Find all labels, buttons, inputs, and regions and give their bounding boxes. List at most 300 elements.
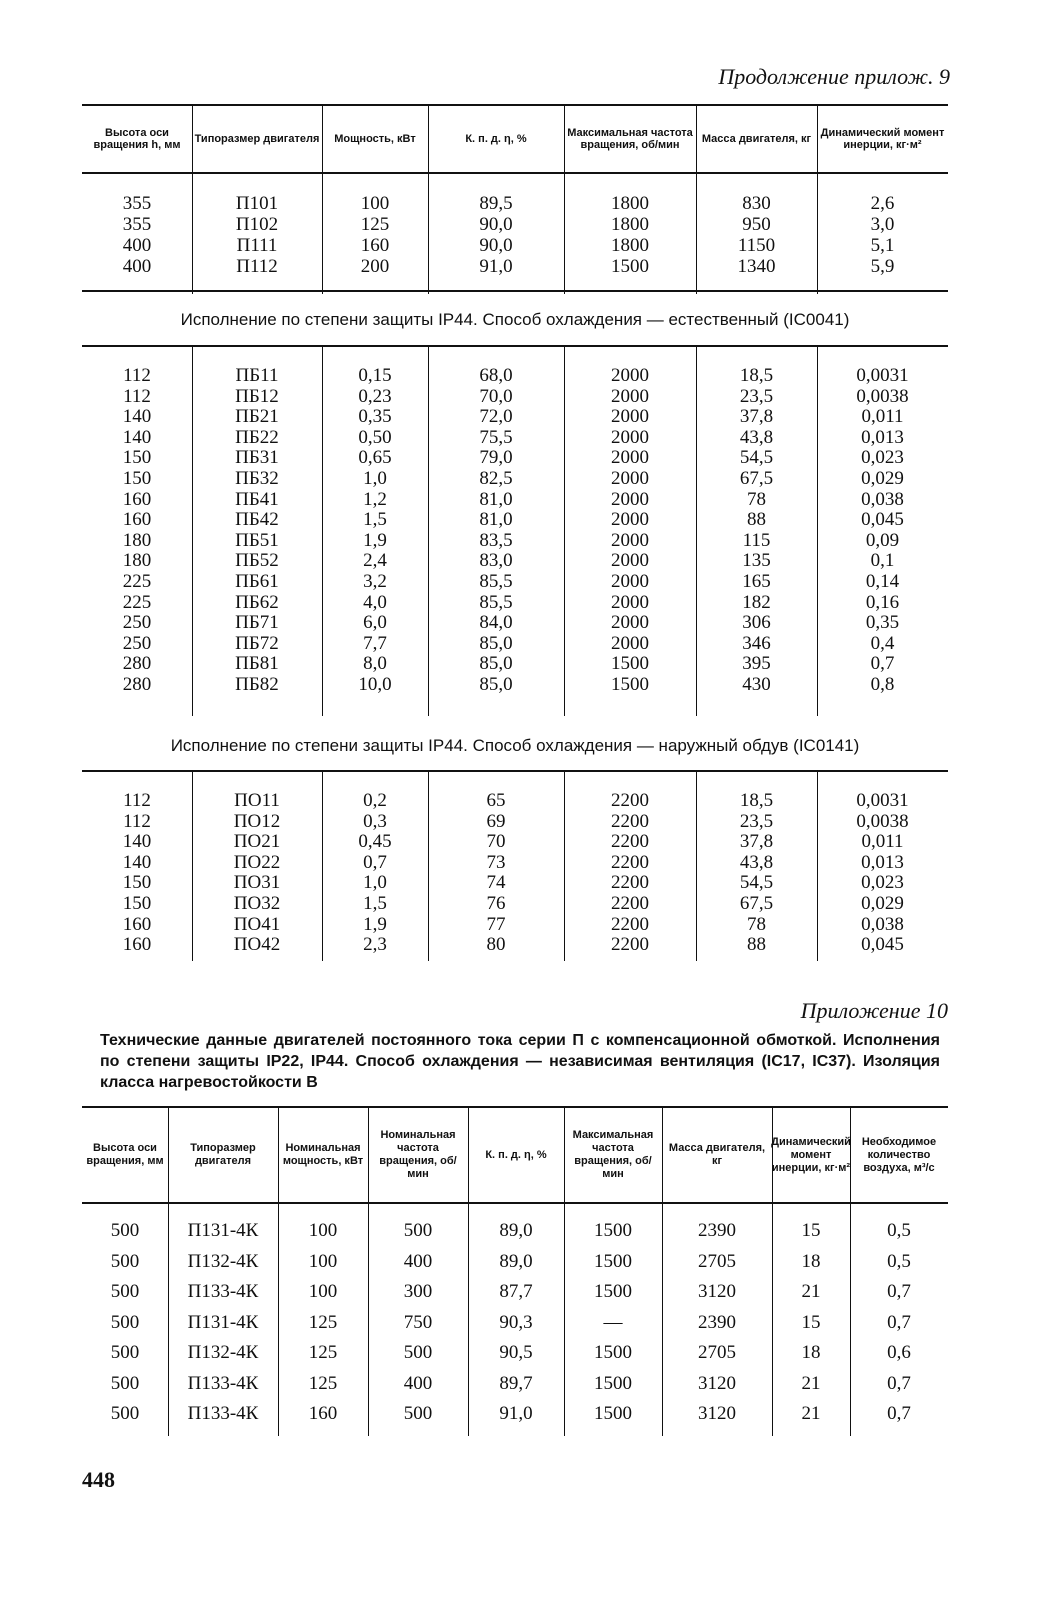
table-cell: 89,7 xyxy=(499,1372,533,1394)
table-cell: 500 xyxy=(110,1372,140,1394)
table-cell: П133-4К xyxy=(187,1281,259,1302)
table-cell: 140 xyxy=(122,851,152,873)
table-cell: 0,045 xyxy=(861,934,904,956)
table-cell: 88 xyxy=(747,934,766,956)
table-cell: 2000 xyxy=(611,447,649,469)
table-cell: 225 xyxy=(122,571,152,592)
table-cell: 8,0 xyxy=(363,653,387,675)
table-cell: 0,011 xyxy=(861,831,904,853)
appendix9-table xyxy=(82,104,948,294)
table-cell: ПБ12 xyxy=(235,385,279,407)
table-cell: 2000 xyxy=(611,632,649,654)
table-cell: 182 xyxy=(742,591,771,613)
table-cell: 0,7 xyxy=(887,1311,911,1333)
table-cell: 346 xyxy=(742,632,771,654)
table-cell: 3120 xyxy=(698,1372,736,1394)
table-cell: 2000 xyxy=(611,550,649,572)
table-cell: 500 xyxy=(110,1403,140,1424)
table-cell: 15 xyxy=(801,1220,821,1241)
table-cell: 1,5 xyxy=(363,893,387,914)
table-cell: 85,0 xyxy=(479,653,513,675)
table-body-group1 xyxy=(82,174,948,294)
table-cell: 160 xyxy=(122,509,152,531)
table-cell: 68,0 xyxy=(479,365,513,386)
table-cell: 70 xyxy=(486,831,506,853)
table-cell: П132-4К xyxy=(187,1342,259,1363)
column-header: Масса двигателя, кг xyxy=(701,133,812,145)
table-cell: 0,7 xyxy=(363,851,387,873)
table-cell: 2200 xyxy=(611,810,649,832)
table-cell: ПБ62 xyxy=(235,591,279,613)
table-cell: 3120 xyxy=(698,1403,736,1424)
table-cell: 125 xyxy=(360,214,390,235)
column-header: Типоразмер двигателя xyxy=(194,133,320,145)
table-cell: 0,023 xyxy=(861,872,904,894)
appendix9-table-group3 xyxy=(82,771,948,961)
table-cell: ПБ61 xyxy=(235,571,279,592)
table-cell: 125 xyxy=(308,1311,338,1333)
table-cell: 0,15 xyxy=(358,365,392,386)
table-cell: 2390 xyxy=(698,1220,736,1241)
table-cell: 83,0 xyxy=(479,550,513,572)
table-cell: 0,2 xyxy=(363,790,387,811)
table-cell: 500 xyxy=(110,1281,140,1302)
table-cell: 88 xyxy=(747,509,766,531)
table-cell: 6,0 xyxy=(363,612,387,634)
table-cell: 125 xyxy=(308,1372,338,1394)
table-cell: 150 xyxy=(122,893,152,914)
table-cell: 90,3 xyxy=(499,1311,533,1333)
table-cell: 1500 xyxy=(594,1372,632,1394)
table-cell: 1,9 xyxy=(363,913,387,935)
table-cell: ПБ51 xyxy=(235,529,279,551)
table-cell: 0,16 xyxy=(865,591,900,613)
table-cell: 2000 xyxy=(611,488,649,510)
table-cell: 1800 xyxy=(611,214,649,235)
table-cell: 90,5 xyxy=(499,1342,533,1363)
column-separator xyxy=(428,106,429,172)
table-header xyxy=(82,104,948,174)
table-cell: 180 xyxy=(122,550,152,572)
table-cell: 0,35 xyxy=(358,406,392,428)
table-cell: 1500 xyxy=(594,1250,632,1272)
column-header: Максимальная частота вращения, об/мин xyxy=(567,127,693,151)
table-cell: 430 xyxy=(742,674,771,695)
page-number: 448 xyxy=(82,1467,115,1492)
column-separator xyxy=(564,1108,565,1202)
table-cell: 2,6 xyxy=(870,193,895,214)
appendix10-table xyxy=(82,1106,948,1436)
table-cell: 76 xyxy=(486,893,506,914)
table-cell: ПО31 xyxy=(233,872,281,894)
column-separator xyxy=(168,1108,169,1202)
table-cell: 100 xyxy=(360,193,390,214)
table-cell: 2000 xyxy=(611,509,649,531)
table-cell: 65 xyxy=(486,790,506,811)
table-cell: 160 xyxy=(122,488,152,510)
table-cell: 0,013 xyxy=(861,851,904,873)
table-cell: ПБ22 xyxy=(235,426,279,448)
table-cell: ПБ52 xyxy=(235,550,279,572)
column-separator xyxy=(662,1108,663,1202)
table-cell: 2200 xyxy=(611,851,649,873)
table-cell: 225 xyxy=(122,591,152,613)
table-cell: 140 xyxy=(122,406,152,428)
table-cell: ПБ31 xyxy=(235,447,279,469)
table-body-group2 xyxy=(82,346,948,716)
table-cell: 200 xyxy=(360,256,390,277)
table-cell: 140 xyxy=(122,831,152,853)
table-cell: 67,5 xyxy=(739,893,774,914)
table-cell: 0,6 xyxy=(887,1342,911,1363)
table-cell: 1500 xyxy=(594,1403,632,1424)
table-cell: 21 xyxy=(801,1281,821,1302)
table-cell: 160 xyxy=(122,913,152,935)
table-cell: 2390 xyxy=(698,1311,736,1333)
table-cell: 100 xyxy=(308,1281,338,1302)
table-header xyxy=(82,1106,948,1204)
table-cell: 2000 xyxy=(611,591,649,613)
table-cell: 500 xyxy=(403,1403,433,1424)
table-cell: ПО32 xyxy=(233,893,281,914)
table-cell: 2000 xyxy=(611,406,649,428)
table-cell: 830 xyxy=(742,193,771,214)
table-cell: ПО21 xyxy=(233,831,281,853)
table-cell: 78 xyxy=(747,913,766,935)
table-cell: 23,5 xyxy=(739,810,774,832)
table-cell: 160 xyxy=(308,1403,338,1424)
table-cell: 18 xyxy=(801,1342,821,1363)
table-cell: П132-4К xyxy=(187,1250,259,1272)
table-cell: 0,0038 xyxy=(856,385,909,407)
table-cell: П133-4К xyxy=(187,1403,259,1424)
table-cell: ПБ42 xyxy=(235,509,279,531)
table-cell: 500 xyxy=(403,1220,433,1241)
table-cell: 2705 xyxy=(698,1342,736,1363)
table-cell: 89,0 xyxy=(499,1220,533,1241)
table-cell: П112 xyxy=(236,256,278,277)
table-cell: 2200 xyxy=(611,893,649,914)
table-cell: 3120 xyxy=(698,1281,736,1302)
column-separator xyxy=(850,1108,851,1202)
table-cell: П133-4К xyxy=(187,1372,259,1394)
table-cell: 160 xyxy=(122,934,152,956)
table-cell: 21 xyxy=(801,1403,821,1424)
column-separator xyxy=(564,106,565,172)
table-cell: 0,09 xyxy=(865,529,900,551)
table-cell: 1500 xyxy=(611,653,649,675)
table-cell: 18,5 xyxy=(739,790,774,811)
table-cell: 2200 xyxy=(611,872,649,894)
table-cell: ПБ21 xyxy=(235,406,279,428)
table-cell: 250 xyxy=(122,632,152,654)
table-cell: 89,0 xyxy=(499,1250,533,1272)
table-cell: 73 xyxy=(486,851,506,873)
table-cell: 0,029 xyxy=(861,893,904,914)
table-cell: 500 xyxy=(403,1342,433,1363)
table-cell: 85,5 xyxy=(479,571,513,592)
table-cell: ПБ82 xyxy=(235,674,279,695)
table-cell: 15 xyxy=(801,1311,821,1333)
table-cell: 72,0 xyxy=(479,406,513,428)
table-cell: 0,14 xyxy=(865,571,900,592)
table-cell: 306 xyxy=(742,612,771,634)
table-cell: 2,3 xyxy=(363,934,387,956)
table-cell: 83,5 xyxy=(479,529,513,551)
table-cell: ПБ81 xyxy=(235,653,279,675)
table-cell: 400 xyxy=(403,1250,433,1272)
table-cell: — xyxy=(603,1311,623,1333)
table-cell: 81,0 xyxy=(479,509,513,531)
table-cell: 150 xyxy=(122,447,152,469)
table-cell: 2200 xyxy=(611,831,649,853)
table-cell: 91,0 xyxy=(479,256,513,277)
table-cell: 10,0 xyxy=(358,674,392,695)
table-cell: 0,3 xyxy=(363,810,387,832)
column-separator xyxy=(368,1108,369,1202)
table-cell: 78 xyxy=(747,488,766,510)
table-cell: 89,5 xyxy=(479,193,513,214)
column-header: Типоразмер двигателя xyxy=(190,1142,256,1167)
table-cell: 300 xyxy=(403,1281,433,1302)
column-header: Максимальная частота вращения, об/мин xyxy=(572,1129,654,1180)
table-cell: 112 xyxy=(123,790,151,811)
column-separator xyxy=(468,1108,469,1202)
table-cell: 100 xyxy=(308,1220,338,1241)
table-cell: 1500 xyxy=(611,256,649,277)
table-cell: 23,5 xyxy=(739,385,774,407)
table-cell: 355 xyxy=(122,193,152,214)
appendix10-title: Технические данные двигателей постоянного тока серии П с компенсационной обмоткой. Исполнения по степени защиты IP22, IP44. Способ охлаждения — независимая вентиляция (IC17, IC37). Изоляция класса нагревостойкости В xyxy=(100,1032,940,1091)
table-cell: П111 xyxy=(236,235,278,256)
table-cell: 0,1 xyxy=(870,550,895,572)
table-cell: 165 xyxy=(742,571,771,592)
table-cell: ПБ71 xyxy=(235,612,279,634)
table-cell: 112 xyxy=(123,365,151,386)
table-cell: 2,4 xyxy=(363,550,387,572)
table-cell: 87,7 xyxy=(499,1281,533,1302)
table-cell: 140 xyxy=(122,426,152,448)
column-header: Динамический момент инерции, кг·м² xyxy=(771,1135,851,1174)
table-cell: 0,0031 xyxy=(856,790,909,811)
column-header: К. п. д. η, % xyxy=(485,1148,547,1161)
table-cell: 4,0 xyxy=(363,591,387,613)
table-cell: 0,50 xyxy=(358,426,392,448)
table-cell: 100 xyxy=(308,1250,338,1272)
table-cell: 0,023 xyxy=(861,447,904,469)
column-separator xyxy=(322,106,323,172)
table-cell: 150 xyxy=(122,872,152,894)
table-cell: 280 xyxy=(122,674,152,695)
table-cell: 0,0031 xyxy=(856,365,909,386)
table-cell: 0,011 xyxy=(861,406,904,428)
table-cell: 0,5 xyxy=(887,1220,911,1241)
table-cell: 81,0 xyxy=(479,488,513,510)
table-cell: 2200 xyxy=(611,934,649,956)
table-cell: 112 xyxy=(123,385,151,407)
column-header: Масса двигателя, кг xyxy=(668,1142,766,1167)
table-cell: 500 xyxy=(110,1220,140,1241)
table-cell: П131-4К xyxy=(187,1311,259,1333)
column-header: Динамический момент инерции, кг·м² xyxy=(820,127,945,151)
table-cell: ПО42 xyxy=(233,934,281,956)
table-cell: 250 xyxy=(122,612,152,634)
table-cell: 2000 xyxy=(611,612,649,634)
table-cell: ПБ41 xyxy=(235,488,279,510)
table-cell: П101 xyxy=(235,193,279,214)
column-header: Необходимое количество воздуха, м³/с xyxy=(861,1135,937,1174)
table-cell: 1,2 xyxy=(363,488,387,510)
table-cell: 54,5 xyxy=(739,447,774,469)
table-cell: 0,038 xyxy=(861,913,904,935)
table-cell: 2000 xyxy=(611,529,649,551)
table-cell: 37,8 xyxy=(739,831,774,853)
table-cell: 90,0 xyxy=(479,235,513,256)
table-cell: 115 xyxy=(742,529,771,551)
table-cell: 37,8 xyxy=(739,406,774,428)
table-cell: 1150 xyxy=(737,235,776,256)
table-cell: 43,8 xyxy=(739,426,774,448)
table-cell: 18,5 xyxy=(739,365,774,386)
table-cell: 7,7 xyxy=(363,632,387,654)
table-cell: 112 xyxy=(123,810,151,832)
table-cell: 0,7 xyxy=(887,1403,911,1424)
column-header: Номинальная частота вращения, об/мин xyxy=(379,1129,457,1180)
column-separator xyxy=(192,106,193,172)
column-separator xyxy=(696,106,697,172)
table-cell: ПБ11 xyxy=(235,365,279,386)
table-cell: 79,0 xyxy=(479,447,513,469)
table-cell: 84,0 xyxy=(479,612,513,634)
table-cell: 67,5 xyxy=(739,468,774,489)
table-cell: 0,4 xyxy=(870,632,895,654)
table-cell: 180 xyxy=(122,529,152,551)
table-cell: 1,9 xyxy=(363,529,387,551)
table-cell: 1500 xyxy=(594,1281,632,1302)
table-cell: ПО22 xyxy=(233,851,281,873)
table-cell: 0,7 xyxy=(870,653,895,675)
table-cell: 0,013 xyxy=(861,426,904,448)
table-cell: 0,45 xyxy=(358,831,392,853)
table-cell: 1,0 xyxy=(363,468,387,489)
table-cell: 1,0 xyxy=(363,872,387,894)
column-separator xyxy=(278,1108,279,1202)
section-caption-ic0041: Исполнение по степени защиты IP44. Способ охлаждения — естественный (IC0041) xyxy=(180,310,850,329)
table-cell: ПО12 xyxy=(233,810,281,832)
table-cell: 0,23 xyxy=(358,385,392,407)
table-cell: 1500 xyxy=(594,1342,632,1363)
table-cell: 500 xyxy=(110,1342,140,1363)
table-cell: 1500 xyxy=(611,674,649,695)
table-cell: 82,5 xyxy=(479,468,513,489)
table-cell: 1500 xyxy=(594,1220,632,1241)
divider xyxy=(82,290,948,292)
table-cell: 5,1 xyxy=(870,235,895,256)
table-cell: 2000 xyxy=(611,385,649,407)
table-cell: 0,045 xyxy=(861,509,904,531)
column-header: Высота оси вращения h, мм xyxy=(93,127,181,151)
table-cell: 135 xyxy=(742,550,771,572)
table-cell: ПБ72 xyxy=(235,632,279,654)
table-cell: 2000 xyxy=(611,426,649,448)
table-cell: 0,7 xyxy=(887,1372,911,1394)
table-cell: 125 xyxy=(308,1342,338,1363)
table-cell: 85,0 xyxy=(479,674,513,695)
table-cell: 280 xyxy=(122,653,152,675)
table-cell: 150 xyxy=(122,468,152,489)
table-cell: 80 xyxy=(486,934,506,956)
table-cell: 500 xyxy=(110,1250,140,1272)
table-cell: 75,5 xyxy=(479,426,513,448)
table-cell: 69 xyxy=(486,810,506,832)
table-cell: 2200 xyxy=(611,790,649,811)
table-cell: 0,35 xyxy=(865,612,900,634)
table-cell: 85,5 xyxy=(479,591,513,613)
table-cell: П131-4К xyxy=(187,1220,259,1241)
table-cell: 400 xyxy=(122,256,152,277)
table-cell: 500 xyxy=(110,1311,140,1333)
table-cell: 0,029 xyxy=(861,468,904,489)
table-cell: 2200 xyxy=(611,913,649,935)
table-cell: 3,0 xyxy=(870,214,895,235)
section-caption-ic0141: Исполнение по степени защиты IP44. Способ охлаждения — наружный обдув (IC0141) xyxy=(170,736,860,755)
column-separator xyxy=(817,106,818,172)
table-cell: 5,9 xyxy=(870,256,895,277)
table-cell: ПО11 xyxy=(234,790,280,811)
column-header: К. п. д. η, % xyxy=(465,133,527,145)
table-cell: ПО41 xyxy=(233,913,281,935)
table-cell: 0,7 xyxy=(887,1281,911,1302)
table-cell: 2000 xyxy=(611,468,649,489)
table-cell: 950 xyxy=(742,214,771,235)
column-header: Мощность, кВт xyxy=(334,133,416,145)
appendix10-label: Приложение 10 xyxy=(800,998,948,1023)
table-cell: 400 xyxy=(122,235,152,256)
table-cell: 1800 xyxy=(611,193,649,214)
table-cell: 0,65 xyxy=(358,447,392,469)
column-header: Номинальная мощность, кВт xyxy=(282,1142,364,1167)
table-cell: 2705 xyxy=(698,1250,736,1272)
table-cell: 0,038 xyxy=(861,488,904,510)
table-cell: 21 xyxy=(801,1372,821,1394)
table-cell: 1800 xyxy=(611,235,649,256)
table-cell: 2000 xyxy=(611,365,649,386)
table-cell: 1,5 xyxy=(363,509,387,531)
table-cell: 90,0 xyxy=(479,214,513,235)
table-cell: 70,0 xyxy=(479,385,513,407)
appendix9-table-group2 xyxy=(82,346,948,716)
table-cell: П102 xyxy=(235,214,279,235)
table-cell: 750 xyxy=(403,1311,433,1333)
table-cell: 77 xyxy=(486,913,506,935)
table-cell: 0,8 xyxy=(870,674,895,695)
table-cell: 3,2 xyxy=(363,571,387,592)
table-cell: 18 xyxy=(801,1250,821,1272)
table-cell: 395 xyxy=(742,653,771,675)
table-cell: 0,5 xyxy=(887,1250,911,1272)
table-cell: 0,0038 xyxy=(856,810,909,832)
table-cell: 160 xyxy=(360,235,390,256)
table-cell: 1340 xyxy=(737,256,776,277)
column-separator xyxy=(772,1108,773,1202)
table-cell: 91,0 xyxy=(499,1403,533,1424)
table-body xyxy=(82,1204,948,1436)
table-cell: ПБ32 xyxy=(235,468,279,489)
column-header: Высота оси вращения, мм xyxy=(86,1142,164,1167)
table-cell: 74 xyxy=(486,872,506,894)
table-cell: 400 xyxy=(403,1372,433,1394)
table-cell: 54,5 xyxy=(739,872,774,894)
